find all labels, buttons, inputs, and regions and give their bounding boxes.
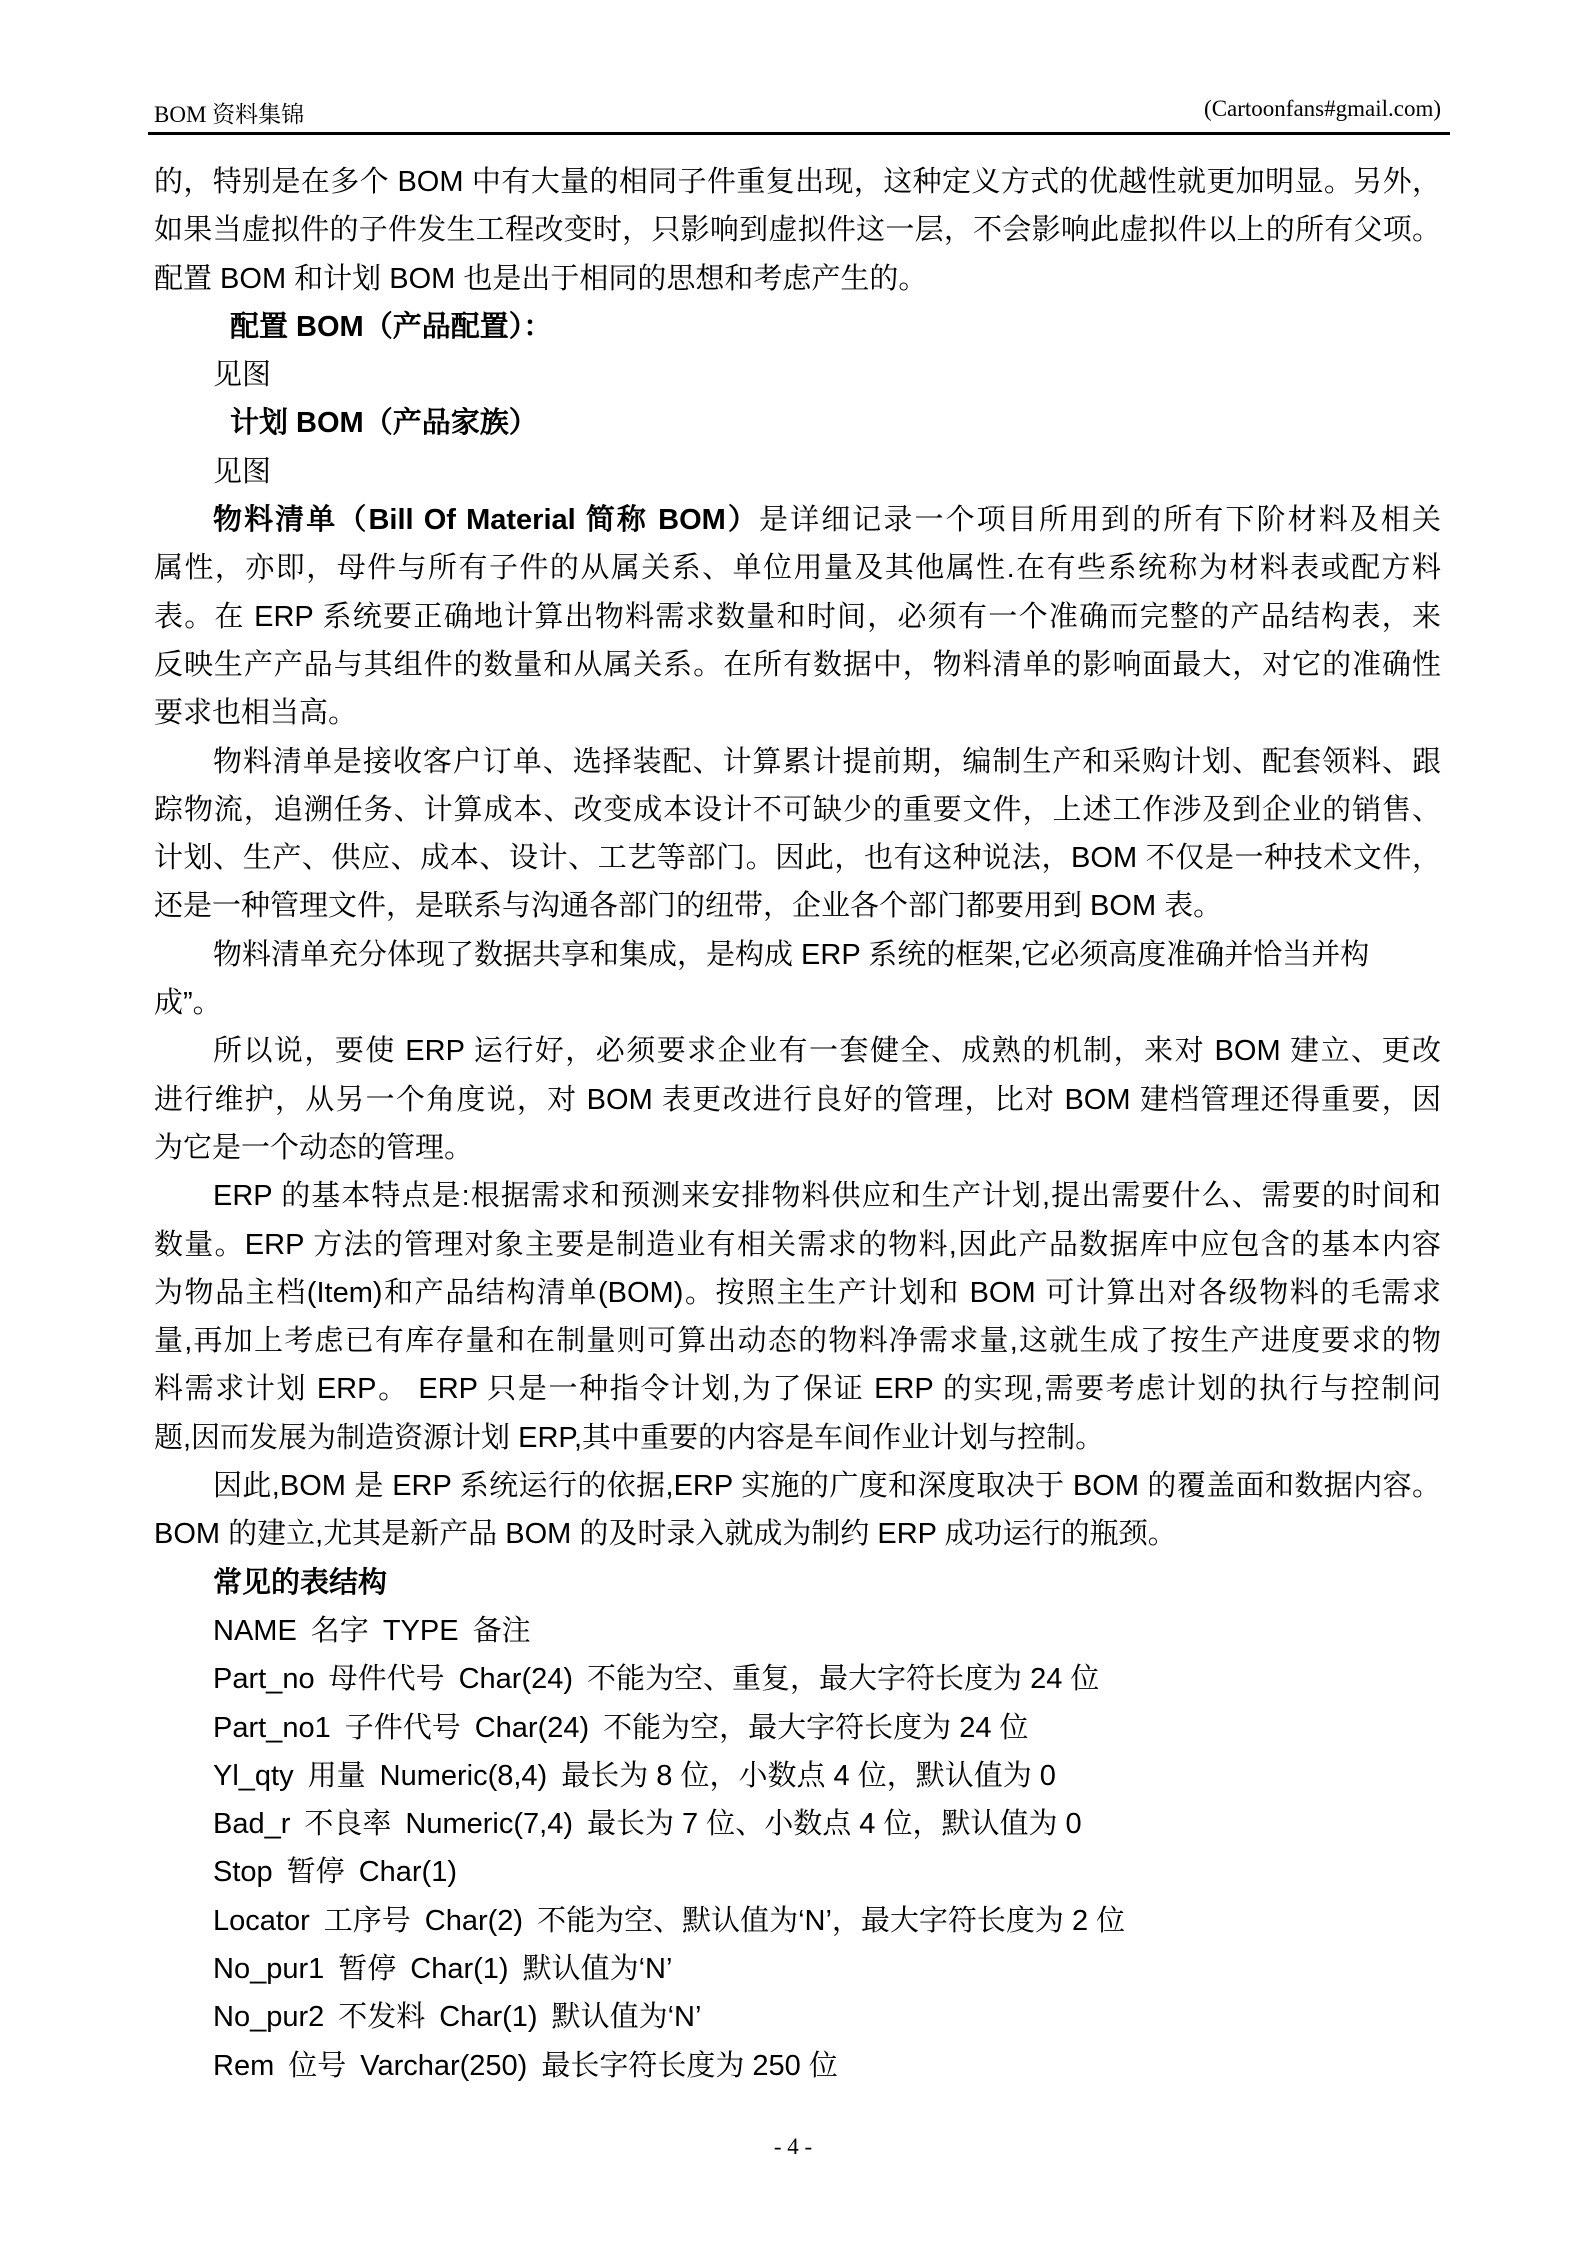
- field-name: Bad_r: [213, 1808, 291, 1841]
- text-line: [154, 496, 1441, 544]
- section-heading: 计划 BOM（产品家族）: [230, 407, 538, 440]
- text-line: 的，特别是在多个 BOM 中有大量的相同子件重复出现，这种定义方式的优越性就更加明显。另外，: [154, 166, 1441, 198]
- field-name: NAME: [213, 1614, 297, 1647]
- header-rule: [148, 132, 1450, 135]
- field-name: Locator: [213, 1904, 310, 1937]
- field-note: 最长为 8 位，小数点 4 位，默认值为 0: [561, 1759, 1056, 1792]
- field-name: No_pur2: [213, 2001, 325, 2034]
- field-label: 不发料: [338, 2001, 426, 2034]
- field-type: Char(24): [474, 1711, 590, 1744]
- field-note: 不能为空、重复，最大字符长度为 24 位: [587, 1663, 1100, 1696]
- field-label: 位号: [288, 2049, 347, 2082]
- text-line: 进行维护，从另一个角度说，对 BOM 表更改进行良好的管理，比对 BOM 建档管理还得重要，因: [154, 1083, 1441, 1116]
- text-line: 要求也相当高。: [154, 697, 358, 730]
- running-header-title: BOM 资料集锦: [154, 102, 305, 127]
- field-label: 暂停: [338, 1952, 397, 1985]
- field-label: 名字: [310, 1614, 369, 1647]
- text-line: 为它是一个动态的管理。: [154, 1131, 474, 1164]
- field-label: 子件代号: [344, 1711, 461, 1744]
- section-heading: 配置 BOM（产品配置）：: [230, 310, 553, 343]
- table-row: [154, 1945, 1441, 1993]
- text-line: 因此,BOM 是 ERP 系统运行的依据,ERP 实施的广度和深度取决于 BOM 的覆盖面和数据内容。: [213, 1470, 1441, 1503]
- field-note: 备注: [472, 1614, 531, 1647]
- text-line: 踪物流，追溯任务、计算成本、改变成本设计不可缺少的重要文件，上述工作涉及到企业的销售、: [154, 793, 1441, 826]
- field-type: Char(2): [424, 1904, 524, 1937]
- field-note: 不能为空，最大字符长度为 24 位: [603, 1711, 1029, 1744]
- field-note: 默认值为‘N’: [522, 1952, 673, 1985]
- table-row: [154, 1897, 1441, 1945]
- text-line: 见图: [213, 359, 272, 392]
- text-line: 所以说，要使 ERP 运行好，必须要求企业有一套健全、成熟的机制，来对 BOM 建立、更改: [213, 1035, 1441, 1068]
- text-line: 见图: [213, 455, 272, 488]
- text-line: 反映生产产品与其组件的数量和从属关系。在所有数据中，物料清单的影响面最大，对它的准确性: [154, 648, 1441, 681]
- field-name: Part_no1: [213, 1711, 331, 1744]
- text-line: 计划、生产、供应、成本、设计、工艺等部门。因此，也有这种说法，BOM 不仅是一种技术文件，: [154, 842, 1441, 875]
- text-line: 配置 BOM 和计划 BOM 也是出于相同的思想和考虑产生的。: [154, 262, 928, 295]
- field-name: No_pur1: [213, 1952, 325, 1985]
- field-label: 母件代号: [328, 1663, 445, 1696]
- text-line: 成”。: [154, 987, 222, 1020]
- field-name: Yl_qty: [213, 1759, 294, 1792]
- field-name: Part_no: [213, 1663, 315, 1696]
- field-type: Numeric(8,4): [379, 1759, 548, 1792]
- table-row: [154, 1800, 1441, 1848]
- field-note: 最长字符长度为 250 位: [541, 2049, 838, 2082]
- document-body: [154, 158, 1441, 2090]
- text-line: 物料清单充分体现了数据共享和集成，是构成 ERP 系统的框架,它必须高度准确并恰当并构: [213, 938, 1370, 971]
- table-row: [154, 1752, 1441, 1800]
- text-line: 料需求计划 ERP。 ERP 只是一种指令计划,为了保证 ERP 的实现,需要考虑计划的执行与控制问: [154, 1373, 1441, 1406]
- text-line: 属性，亦即，母件与所有子件的从属关系、单位用量及其他属性.在有些系统称为材料表或配方料: [154, 552, 1441, 585]
- table-header-row: [154, 1607, 1441, 1655]
- table-row: [154, 1848, 1441, 1896]
- running-header-email: (Cartoonfans#gmail.com): [1204, 96, 1441, 121]
- text-line: BOM 的建立,尤其是新产品 BOM 的及时录入就成为制约 ERP 成功运行的瓶颈。: [154, 1518, 1177, 1551]
- text-line: 如果当虚拟件的子件发生工程改变时，只影响到虚拟件这一层，不会影响此虚拟件以上的所有父项。: [154, 214, 1441, 247]
- field-label: 用量: [307, 1759, 366, 1792]
- field-note: 默认值为‘N’: [551, 2001, 702, 2034]
- field-note: 最长为 7 位、小数点 4 位，默认值为 0: [587, 1808, 1082, 1841]
- field-label: 工序号: [323, 1904, 411, 1937]
- field-name: Stop: [213, 1856, 273, 1889]
- field-type: Char(1): [410, 1952, 509, 1985]
- bold-term: 物料清单（Bill Of Material 简称 BOM）: [213, 504, 760, 537]
- table-row: [154, 2042, 1441, 2090]
- table-row: [154, 1655, 1441, 1703]
- text-line: 数量。ERP 方法的管理对象主要是制造业有相关需求的物料,因此产品数据库中应包含的基本内容: [154, 1228, 1441, 1261]
- text-line: 表。在 ERP 系统要正确地计算出物料需求数量和时间，必须有一个准确而完整的产品结构表，来: [154, 600, 1441, 633]
- text-line: ERP 的基本特点是:根据需求和预测来安排物料供应和生产计划,提出需要什么、需要的时间和: [213, 1180, 1441, 1213]
- field-type: Varchar(250): [360, 2049, 528, 2082]
- field-type: Char(24): [458, 1663, 574, 1696]
- page-number: - 4 -: [773, 2134, 813, 2159]
- field-note: 不能为空、默认值为‘N’，最大字符长度为 2 位: [537, 1904, 1126, 1937]
- field-label: 暂停: [286, 1856, 345, 1889]
- table-row: [154, 1704, 1441, 1752]
- table-row: [154, 1993, 1441, 2041]
- field-name: Rem: [213, 2049, 275, 2082]
- text-line: 物料清单是接收客户订单、选择装配、计算累计提前期，编制生产和采购计划、配套领料、跟: [213, 745, 1441, 778]
- field-label: 不良率: [304, 1808, 392, 1841]
- field-type: Char(1): [358, 1856, 457, 1889]
- text-line: 题,因而发展为制造资源计划 ERP,其中重要的内容是车间作业计划与控制。: [154, 1421, 1105, 1454]
- text-line: 为物品主档(Item)和产品结构清单(BOM)。按照主生产计划和 BOM 可计算出对各级物料的毛需求: [154, 1276, 1441, 1309]
- field-type: Char(1): [439, 2001, 538, 2034]
- text-line: 量,再加上考虑已有库存量和在制量则可算出动态的物料净需求量,这就生成了按生产进度要求的物: [154, 1325, 1441, 1358]
- line-text: 是详细记录一个项目所用到的所有下阶材料及相关: [759, 504, 1441, 537]
- field-type: TYPE: [382, 1614, 459, 1647]
- field-type: Numeric(7,4): [405, 1808, 573, 1841]
- section-heading: 常见的表结构: [213, 1566, 388, 1599]
- text-line: 还是一种管理文件，是联系与沟通各部门的纽带，企业各个部门都要用到 BOM 表。: [154, 890, 1223, 923]
